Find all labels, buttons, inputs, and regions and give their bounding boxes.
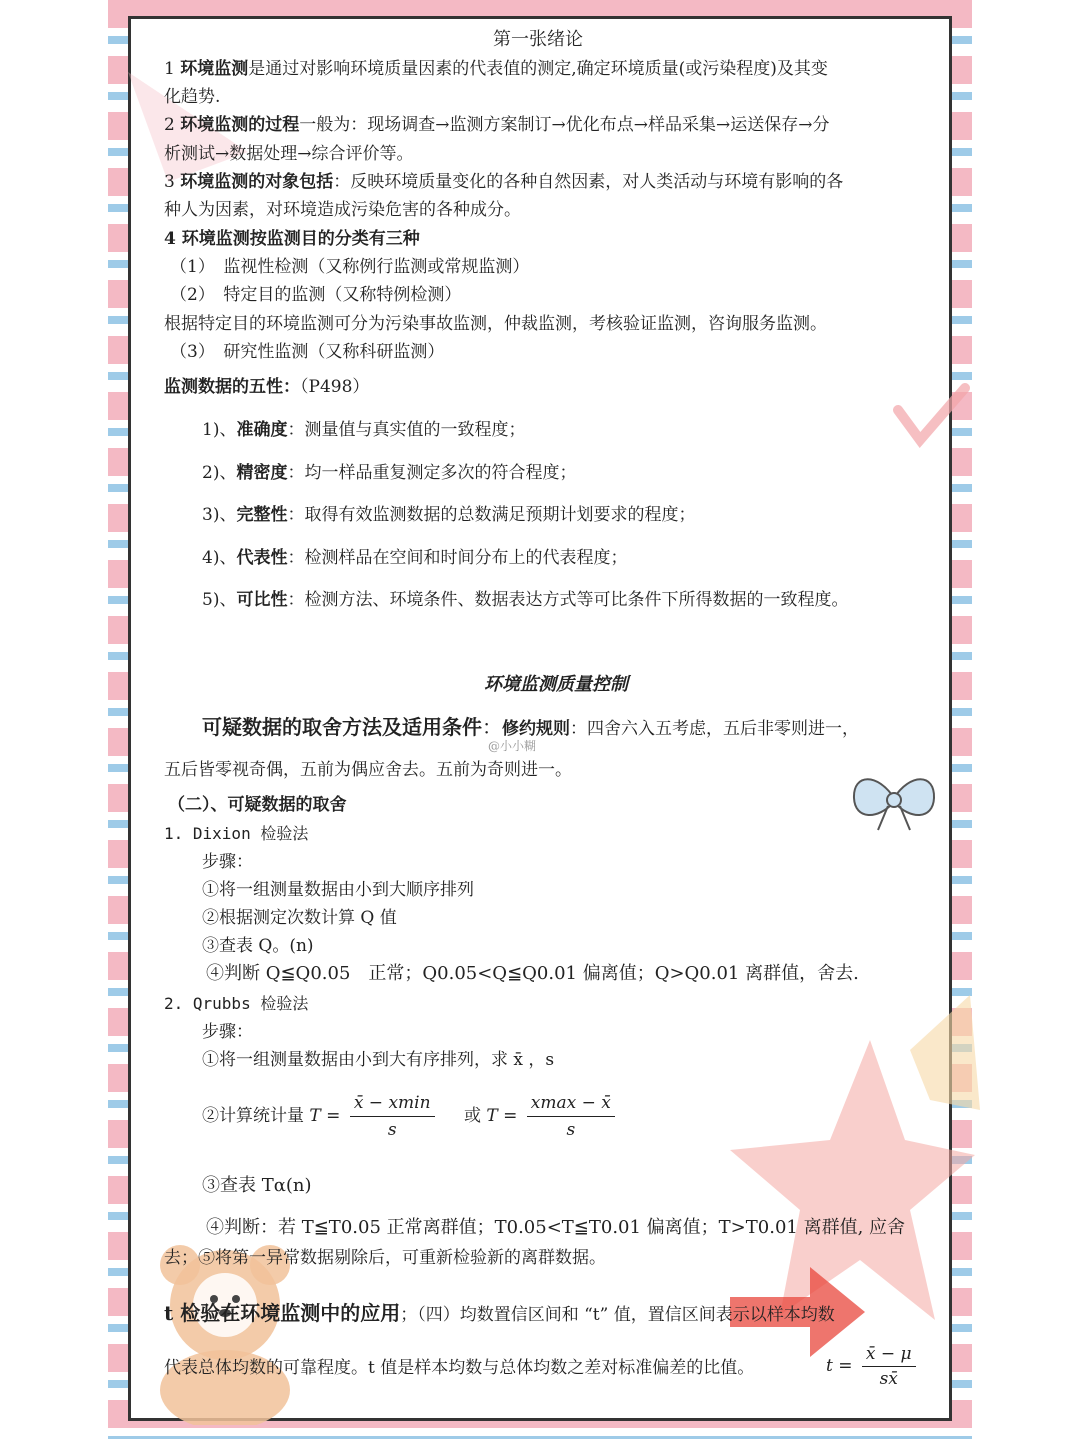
- t-formula: t = $\frac{x̄ - \mu}{sx̄}$: [826, 1342, 920, 1391]
- dixon-step-2: ②根据测定次数计算 Q 值: [202, 908, 397, 928]
- rounding-rule-line-1: 可疑数据的取舍方法及适用条件：修约规则：四舍六入五考虑，五后非零则进一，: [202, 715, 859, 739]
- section-4-item-2: （2） 特定目的监测（又称特例检测）: [170, 285, 462, 305]
- section-4-note: 根据特定目的环境监测可分为污染事故监测，仲裁监测，考核验证监测，咨询服务监测。: [164, 314, 827, 334]
- bow-icon: [848, 768, 940, 834]
- dixon-step-4: ④判断 Q≦Q0.05 正常；Q0.05<Q≦Q0.01 偏离值；Q>Q0.01 离群值，舍去.: [206, 963, 859, 984]
- grubbs-step-2: ②计算统计量 T = $\frac{x̄ - xmin}{s}$ 或 T = $\frac{xmax - x̄}{s}$: [202, 1090, 619, 1143]
- section-1-line-2: 化趋势.: [164, 87, 221, 107]
- quality-control-title: 环境监测质量控制: [484, 674, 628, 695]
- five-item-1: 1)、准确度：测量值与真实值的一致程度；: [202, 420, 526, 440]
- section-4-heading: 4 环境监测按监测目的分类有三种: [164, 229, 420, 249]
- section-4-item-3: （3） 研究性监测（又称科研监测）: [170, 342, 445, 362]
- section-2-line-1: 2 环境监测的过程一般为：现场调查→监测方案制订→优化布点→样品采集→运送保存→分: [164, 115, 830, 135]
- five-item-4: 4)、代表性：检测样品在空间和时间分布上的代表程度；: [202, 548, 628, 568]
- t-test-line-1: t 检验在环境监测中的应用；（四）均数置信区间和 “t” 值，置信区间表示以样本均数: [164, 1301, 835, 1325]
- dixon-step-1: ①将一组测量数据由小到大顺序排列: [202, 880, 474, 900]
- section-2-line-2: 析测试→数据处理→综合评价等。: [164, 144, 414, 164]
- grubbs-step-4-line-1: ④判断：若 T≦T0.05 正常离群值；T0.05<T≦T0.01 偏离值；T>T0.01 离群值, 应舍: [206, 1217, 906, 1238]
- reject-heading: （二）、可疑数据的取舍: [168, 795, 347, 815]
- yellow-star-icon: [910, 990, 980, 1110]
- dixon-title: 1. Dixion 检验法: [164, 824, 309, 843]
- section-3-line-1: 3 环境监测的对象包括：反映环境质量变化的各种自然因素，对人类活动与环境有影响的各: [164, 172, 844, 192]
- section-3-line-2: 种人为因素，对环境造成污染危害的各种成分。: [164, 200, 521, 220]
- formula-t-max: $\frac{xmax - x̄}{s}$: [527, 1090, 615, 1143]
- grubbs-title: 2. Qrubbs 检验法: [164, 994, 309, 1013]
- five-properties-heading: 监测数据的五性：（P498）: [164, 377, 370, 397]
- section-4-item-1: （1） 监视性检测（又称例行监测或常规监测）: [170, 257, 530, 277]
- grubbs-step-4-line-2: 去；⑤将第一异常数据剔除后，可重新检验新的离群数据。: [164, 1248, 606, 1268]
- section-1-line-1: 1 环境监测是通过对影响环境质量因素的代表值的测定,确定环境质量(或污染程度)及其变: [164, 59, 828, 79]
- page-title: 第一张绪论: [493, 29, 583, 50]
- five-item-3: 3)、完整性：取得有效监测数据的总数满足预期计划要求的程度；: [202, 505, 696, 525]
- formula-t-min: $\frac{x̄ - xmin}{s}$: [350, 1090, 435, 1143]
- five-item-5: 5)、可比性：检测方法、环境条件、数据表达方式等可比条件下所得数据的一致程度。: [202, 590, 849, 610]
- watermark: @小小糊: [488, 739, 537, 753]
- dixon-steps-label: 步骤：: [202, 852, 253, 872]
- grubbs-steps-label: 步骤：: [202, 1022, 253, 1042]
- rounding-rule-line-2: 五后皆零视奇偶，五前为偶应舍去。五前为奇则进一。: [164, 760, 572, 780]
- grubbs-step-3: ③查表 Tα(n): [202, 1175, 312, 1196]
- dixon-step-3: ③查表 Q。(n): [202, 936, 314, 956]
- t-test-line-2: 代表总体均数的可靠程度。t 值是样本均数与总体均数之差对标准偏差的比值。: [164, 1358, 755, 1378]
- grubbs-step-1: ①将一组测量数据由小到大有序排列，求 x̄ ，s: [202, 1050, 555, 1070]
- pink-check-icon: [890, 380, 970, 450]
- five-item-2: 2)、精密度：均一样品重复测定多次的符合程度；: [202, 463, 577, 483]
